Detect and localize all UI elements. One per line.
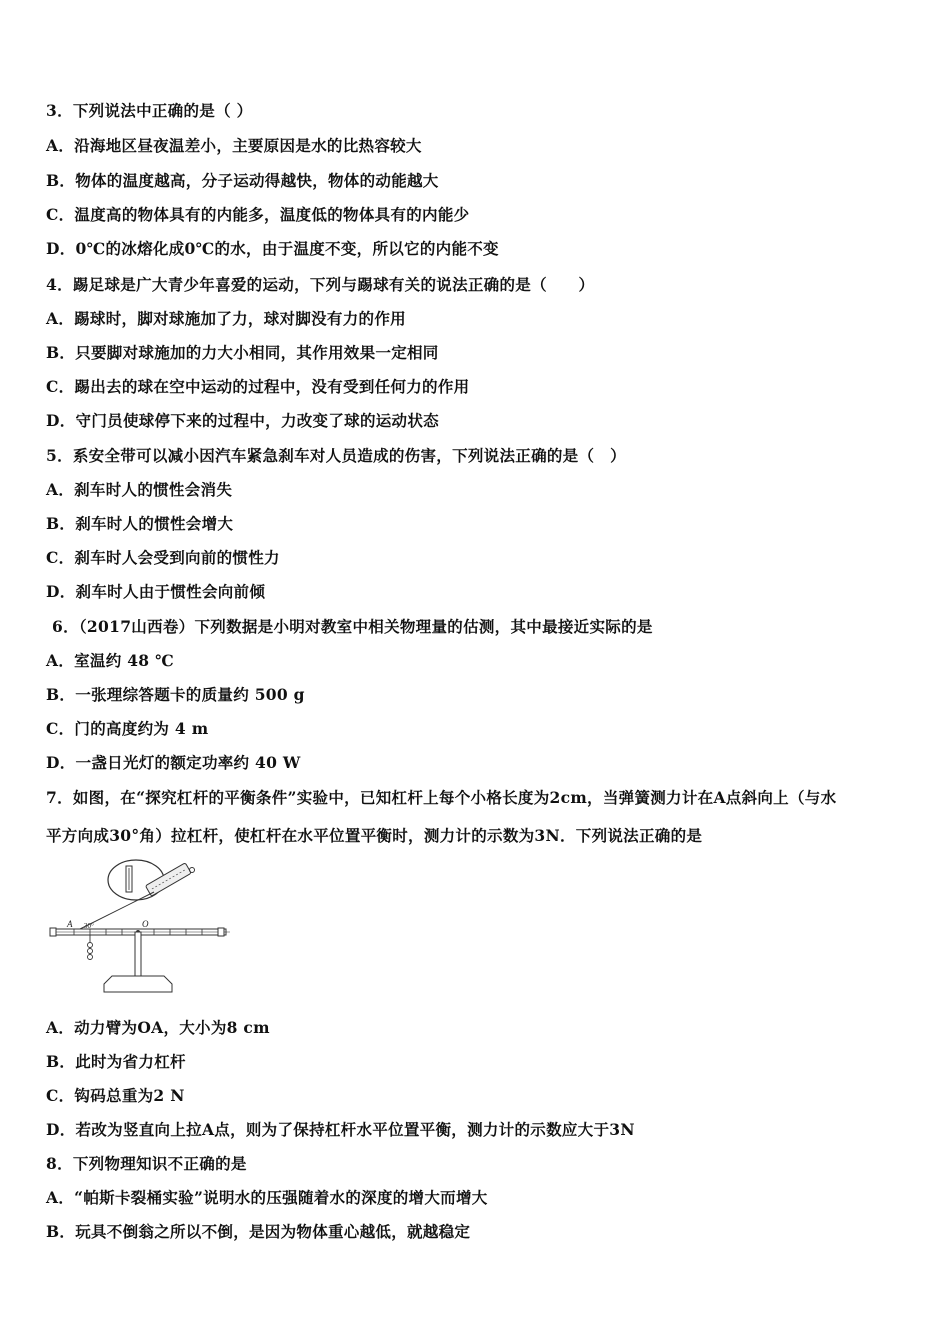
question-3-option-b: B．物体的温度越高，分子运动得越快，物体的动能越大 bbox=[46, 171, 439, 190]
lever-diagram bbox=[46, 858, 236, 998]
spring-scale bbox=[145, 863, 191, 896]
label-a: A bbox=[67, 919, 73, 929]
question-3-option-c: C．温度高的物体具有的内能多，温度低的物体具有的内能少 bbox=[46, 205, 470, 224]
support-stand bbox=[135, 932, 141, 976]
question-3-option-d: D．0℃的冰熔化成0℃的水，由于温度不变，所以它的内能不变 bbox=[46, 239, 499, 258]
hook-weights bbox=[88, 935, 93, 960]
question-8-stem: 8．下列物理知识不正确的是 bbox=[46, 1154, 247, 1173]
stand-base bbox=[104, 976, 172, 992]
question-5-option-d: D．刹车时人由于惯性会向前倾 bbox=[46, 582, 266, 601]
question-4-option-c: C．踢出去的球在空中运动的过程中，没有受到任何力的作用 bbox=[46, 377, 470, 396]
question-4-stem: 4．踢足球是广大青少年喜爱的运动，下列与踢球有关的说法正确的是（ ） bbox=[46, 275, 595, 294]
question-5-option-c: C．刹车时人会受到向前的惯性力 bbox=[46, 548, 280, 567]
lever-experiment-figure bbox=[46, 858, 236, 998]
question-4-option-a: A．踢球时，脚对球施加了力，球对脚没有力的作用 bbox=[46, 309, 406, 328]
label-angle: 30° bbox=[84, 922, 94, 930]
question-8-option-b: B．玩具不倒翁之所以不倒，是因为物体重心越低，就越稳定 bbox=[46, 1222, 471, 1241]
question-6-option-d: D．一盏日光灯的额定功率约 40 W bbox=[46, 753, 301, 772]
question-6-option-a: A．室温约 48 ℃ bbox=[46, 651, 174, 670]
question-7-option-b: B．此时为省力杠杆 bbox=[46, 1052, 186, 1071]
question-7-option-a: A．动力臂为OA，大小为8 cm bbox=[46, 1018, 270, 1037]
question-6-option-c: C．门的高度约为 4 m bbox=[46, 719, 209, 738]
question-7-option-c: C．钩码总重为2 N bbox=[46, 1086, 185, 1105]
question-4-option-d: D．守门员使球停下来的过程中，力改变了球的运动状态 bbox=[46, 411, 439, 430]
question-5-option-a: A．刹车时人的惯性会消失 bbox=[46, 480, 233, 499]
question-3-option-a: A．沿海地区昼夜温差小，主要原因是水的比热容较大 bbox=[46, 136, 422, 155]
question-4-option-b: B．只要脚对球施加的力大小相同，其作用效果一定相同 bbox=[46, 343, 439, 362]
question-6-stem: 6．（2017山西卷）下列数据是小明对教室中相关物理量的估测，其中最接近实际的是 bbox=[52, 617, 653, 636]
question-7-option-d: D．若改为竖直向上拉A点，则为了保持杠杆水平位置平衡，测力计的示数应大于3N bbox=[46, 1120, 635, 1139]
question-7-stem-line-2: 平方向成30°角）拉杠杆，使杠杆在水平位置平衡时，测力计的示数为3N．下列说法正确的是 bbox=[46, 826, 703, 845]
question-5-option-b: B．刹车时人的惯性会增大 bbox=[46, 514, 234, 533]
question-6-option-b: B．一张理综答题卡的质量约 500 g bbox=[46, 685, 305, 704]
question-5-stem: 5．系安全带可以减小因汽车紧急刹车对人员造成的伤害，下列说法正确的是（ ） bbox=[46, 446, 626, 465]
question-8-option-a: A．“帕斯卡裂桶实验”说明水的压强随着水的深度的增大而增大 bbox=[46, 1188, 488, 1207]
question-7-stem-line-1: 7．如图，在“探究杠杆的平衡条件”实验中，已知杠杆上每个小格长度为2cm，当弹簧测力计在A点斜向上（与水 bbox=[46, 788, 837, 807]
label-o: O bbox=[142, 919, 149, 929]
question-3-stem: 3．下列说法中正确的是（ ） bbox=[46, 101, 253, 120]
